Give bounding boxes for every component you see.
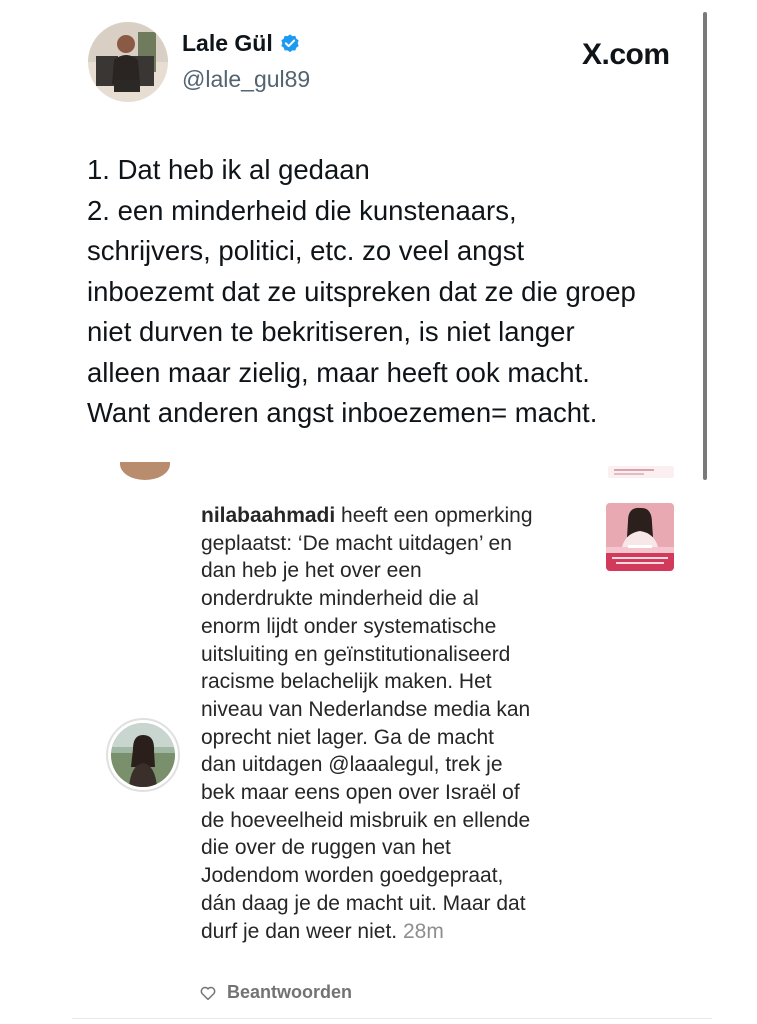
comment-line: oprecht niet lager. Ga de macht	[201, 725, 495, 749]
comment-line: bek maar eens open over Israël of	[201, 781, 520, 805]
comment-line: niveau van Nederlandse media kan	[201, 697, 531, 721]
heart-outline-icon[interactable]	[199, 984, 217, 1002]
comment-line: onderdrukte minderheid die al	[201, 587, 479, 611]
comment-line: dán daag je de macht uit. Maar dat	[201, 891, 526, 915]
x-logo: X.com	[582, 38, 670, 71]
comment-line: enorm lijdt onder systematische	[201, 614, 497, 638]
author-handle[interactable]: @lale_gul89	[182, 66, 311, 92]
comment-text	[201, 502, 601, 945]
tweet-line: 1. Dat heb ik al gedaan	[87, 154, 370, 185]
comment-line: uitsluiting en geïnstitutionaliseerd	[201, 642, 511, 666]
tweet-text	[87, 150, 707, 434]
comment-line: dan heb je het over een	[201, 559, 422, 583]
tweet-line: alleen maar zielig, maar heeft ook macht.	[87, 356, 590, 388]
comment-line	[201, 918, 601, 946]
comment-username[interactable]: nilabaahmadi	[201, 504, 336, 527]
comment-line: de hoeveelheid misbruik en ellende	[201, 808, 531, 832]
commenter-avatar[interactable]	[106, 718, 180, 792]
comment-line: racisme belachelijk maken. Het	[201, 670, 492, 694]
post-thumbnail[interactable]	[606, 503, 674, 571]
comment-timestamp[interactable]: 28m	[402, 919, 444, 943]
divider	[72, 1018, 712, 1019]
author-name-row	[182, 30, 301, 57]
tweet-line: inboezemt dat ze uitspreken dat ze die groep	[87, 275, 636, 307]
tweet-line: 2. een minderheid die kunstenaars,	[87, 194, 517, 226]
reply-row	[199, 982, 352, 1003]
comment-line: Jodendom worden goedgepraat,	[201, 864, 504, 888]
comment-line: die over de ruggen van het	[201, 836, 451, 860]
tweet-line: schrijvers, politici, etc. zo veel angst	[87, 235, 525, 266]
cropped-post-thumbnail	[608, 466, 674, 478]
comment-line: dan uitdagen @laaalegul, trek je	[201, 753, 503, 777]
verified-badge-icon	[279, 33, 301, 55]
comment-line: geplaatst: ‘De macht uitdagen’ en	[201, 531, 512, 555]
tweet-line: niet durven te bekritiseren, is niet langer	[87, 316, 575, 347]
comment-last-line: durf je dan weer niet.	[201, 919, 398, 943]
author-avatar[interactable]	[88, 22, 168, 102]
comment-line-rest: heeft een opmerking	[335, 504, 533, 527]
comment-line	[201, 502, 601, 530]
author-name[interactable]: Lale Gül	[182, 30, 273, 56]
tweet-line: Want anderen angst inboezemen= macht.	[87, 397, 598, 428]
reply-button[interactable]: Beantwoorden	[227, 982, 353, 1002]
